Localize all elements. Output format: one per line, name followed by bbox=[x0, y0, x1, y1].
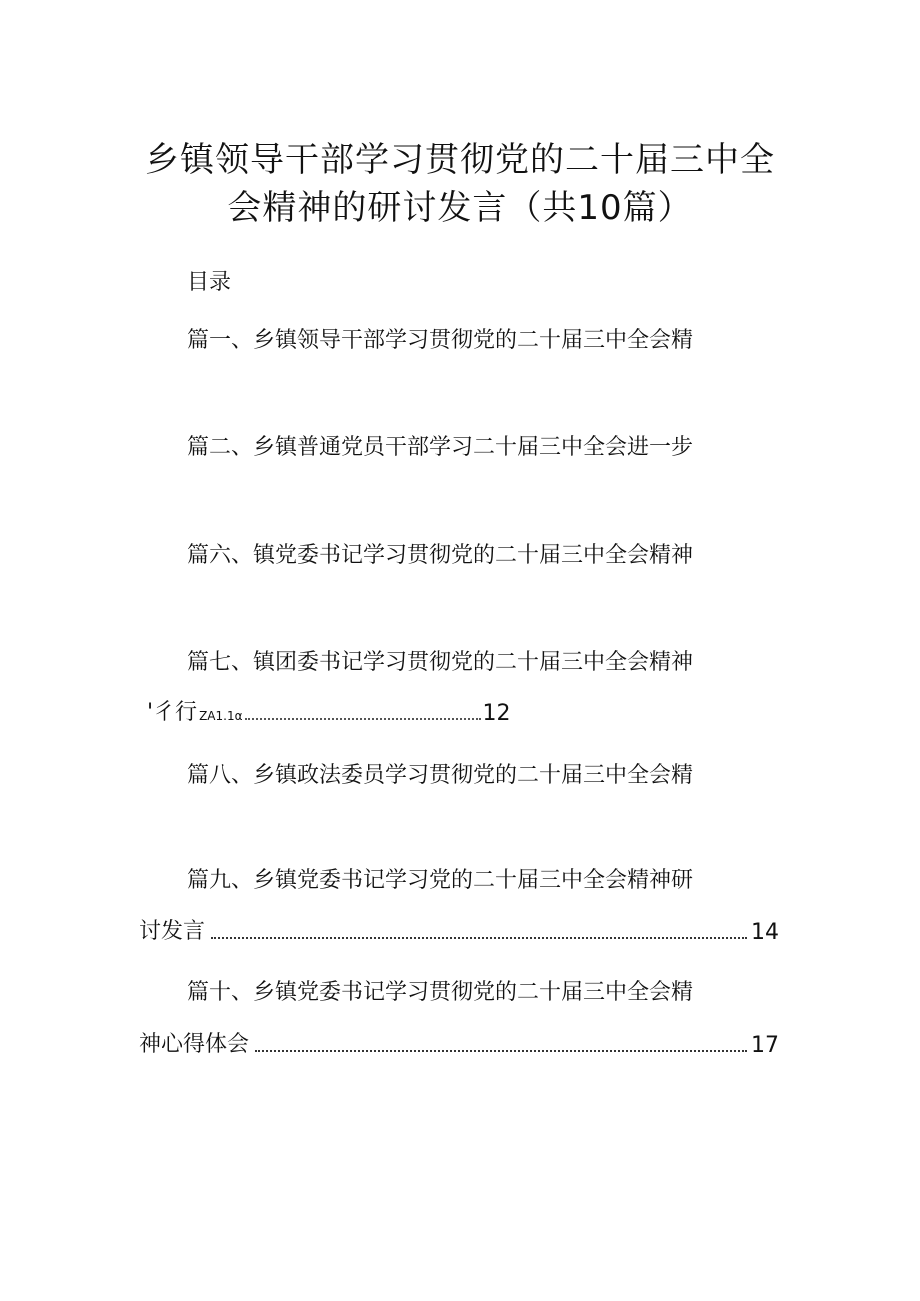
toc-entry-9-continuation[interactable] bbox=[139, 915, 779, 945]
toc-entry-1[interactable]: 篇一、乡镇领导干部学习贯彻党的二十届三中全会精 bbox=[187, 328, 694, 353]
dot-leader bbox=[211, 937, 747, 939]
document-title-line-1: 乡镇领导干部学习贯彻党的二十届三中全 bbox=[145, 140, 775, 180]
dot-leader bbox=[255, 1050, 747, 1052]
toc-entry-8[interactable]: 篇八、乡镇政法委员学习贯彻党的二十届三中全会精 bbox=[187, 763, 694, 788]
document-title-line-2: 会精神的研讨发言（共10篇） bbox=[227, 188, 693, 228]
toc-entry-7[interactable]: 篇七、镇团委书记学习贯彻党的二十届三中全会精神 bbox=[187, 650, 694, 675]
toc-entry-10-cont-text: 神心得体会 bbox=[139, 1032, 250, 1057]
toc-entry-9-cont-text: 讨发言 bbox=[139, 919, 206, 944]
toc-entry-10-continuation[interactable] bbox=[139, 1028, 779, 1058]
toc-entry-10-page-number: 17 bbox=[751, 1033, 779, 1058]
toc-entry-2[interactable]: 篇二、乡镇普通党员干部学习二十届三中全会进一步 bbox=[187, 435, 694, 460]
dot-leader bbox=[245, 718, 481, 720]
toc-entry-7-continuation[interactable] bbox=[147, 700, 511, 726]
toc-entry-6[interactable]: 篇六、镇党委书记学习贯彻党的二十届三中全会精神 bbox=[187, 543, 694, 568]
toc-entry-9[interactable]: 篇九、乡镇党委书记学习党的二十届三中全会精神研 bbox=[187, 868, 694, 893]
toc-entry-7-cont-small: ZA1.1α bbox=[199, 709, 243, 723]
toc-entry-10[interactable]: 篇十、乡镇党委书记学习贯彻党的二十届三中全会精 bbox=[187, 980, 694, 1005]
toc-entry-7-page-number: 12 bbox=[482, 701, 511, 726]
toc-heading: 目录 bbox=[187, 270, 232, 295]
toc-entry-7-cont-text: '彳行 bbox=[147, 700, 198, 725]
toc-entry-9-page-number: 14 bbox=[751, 920, 779, 945]
